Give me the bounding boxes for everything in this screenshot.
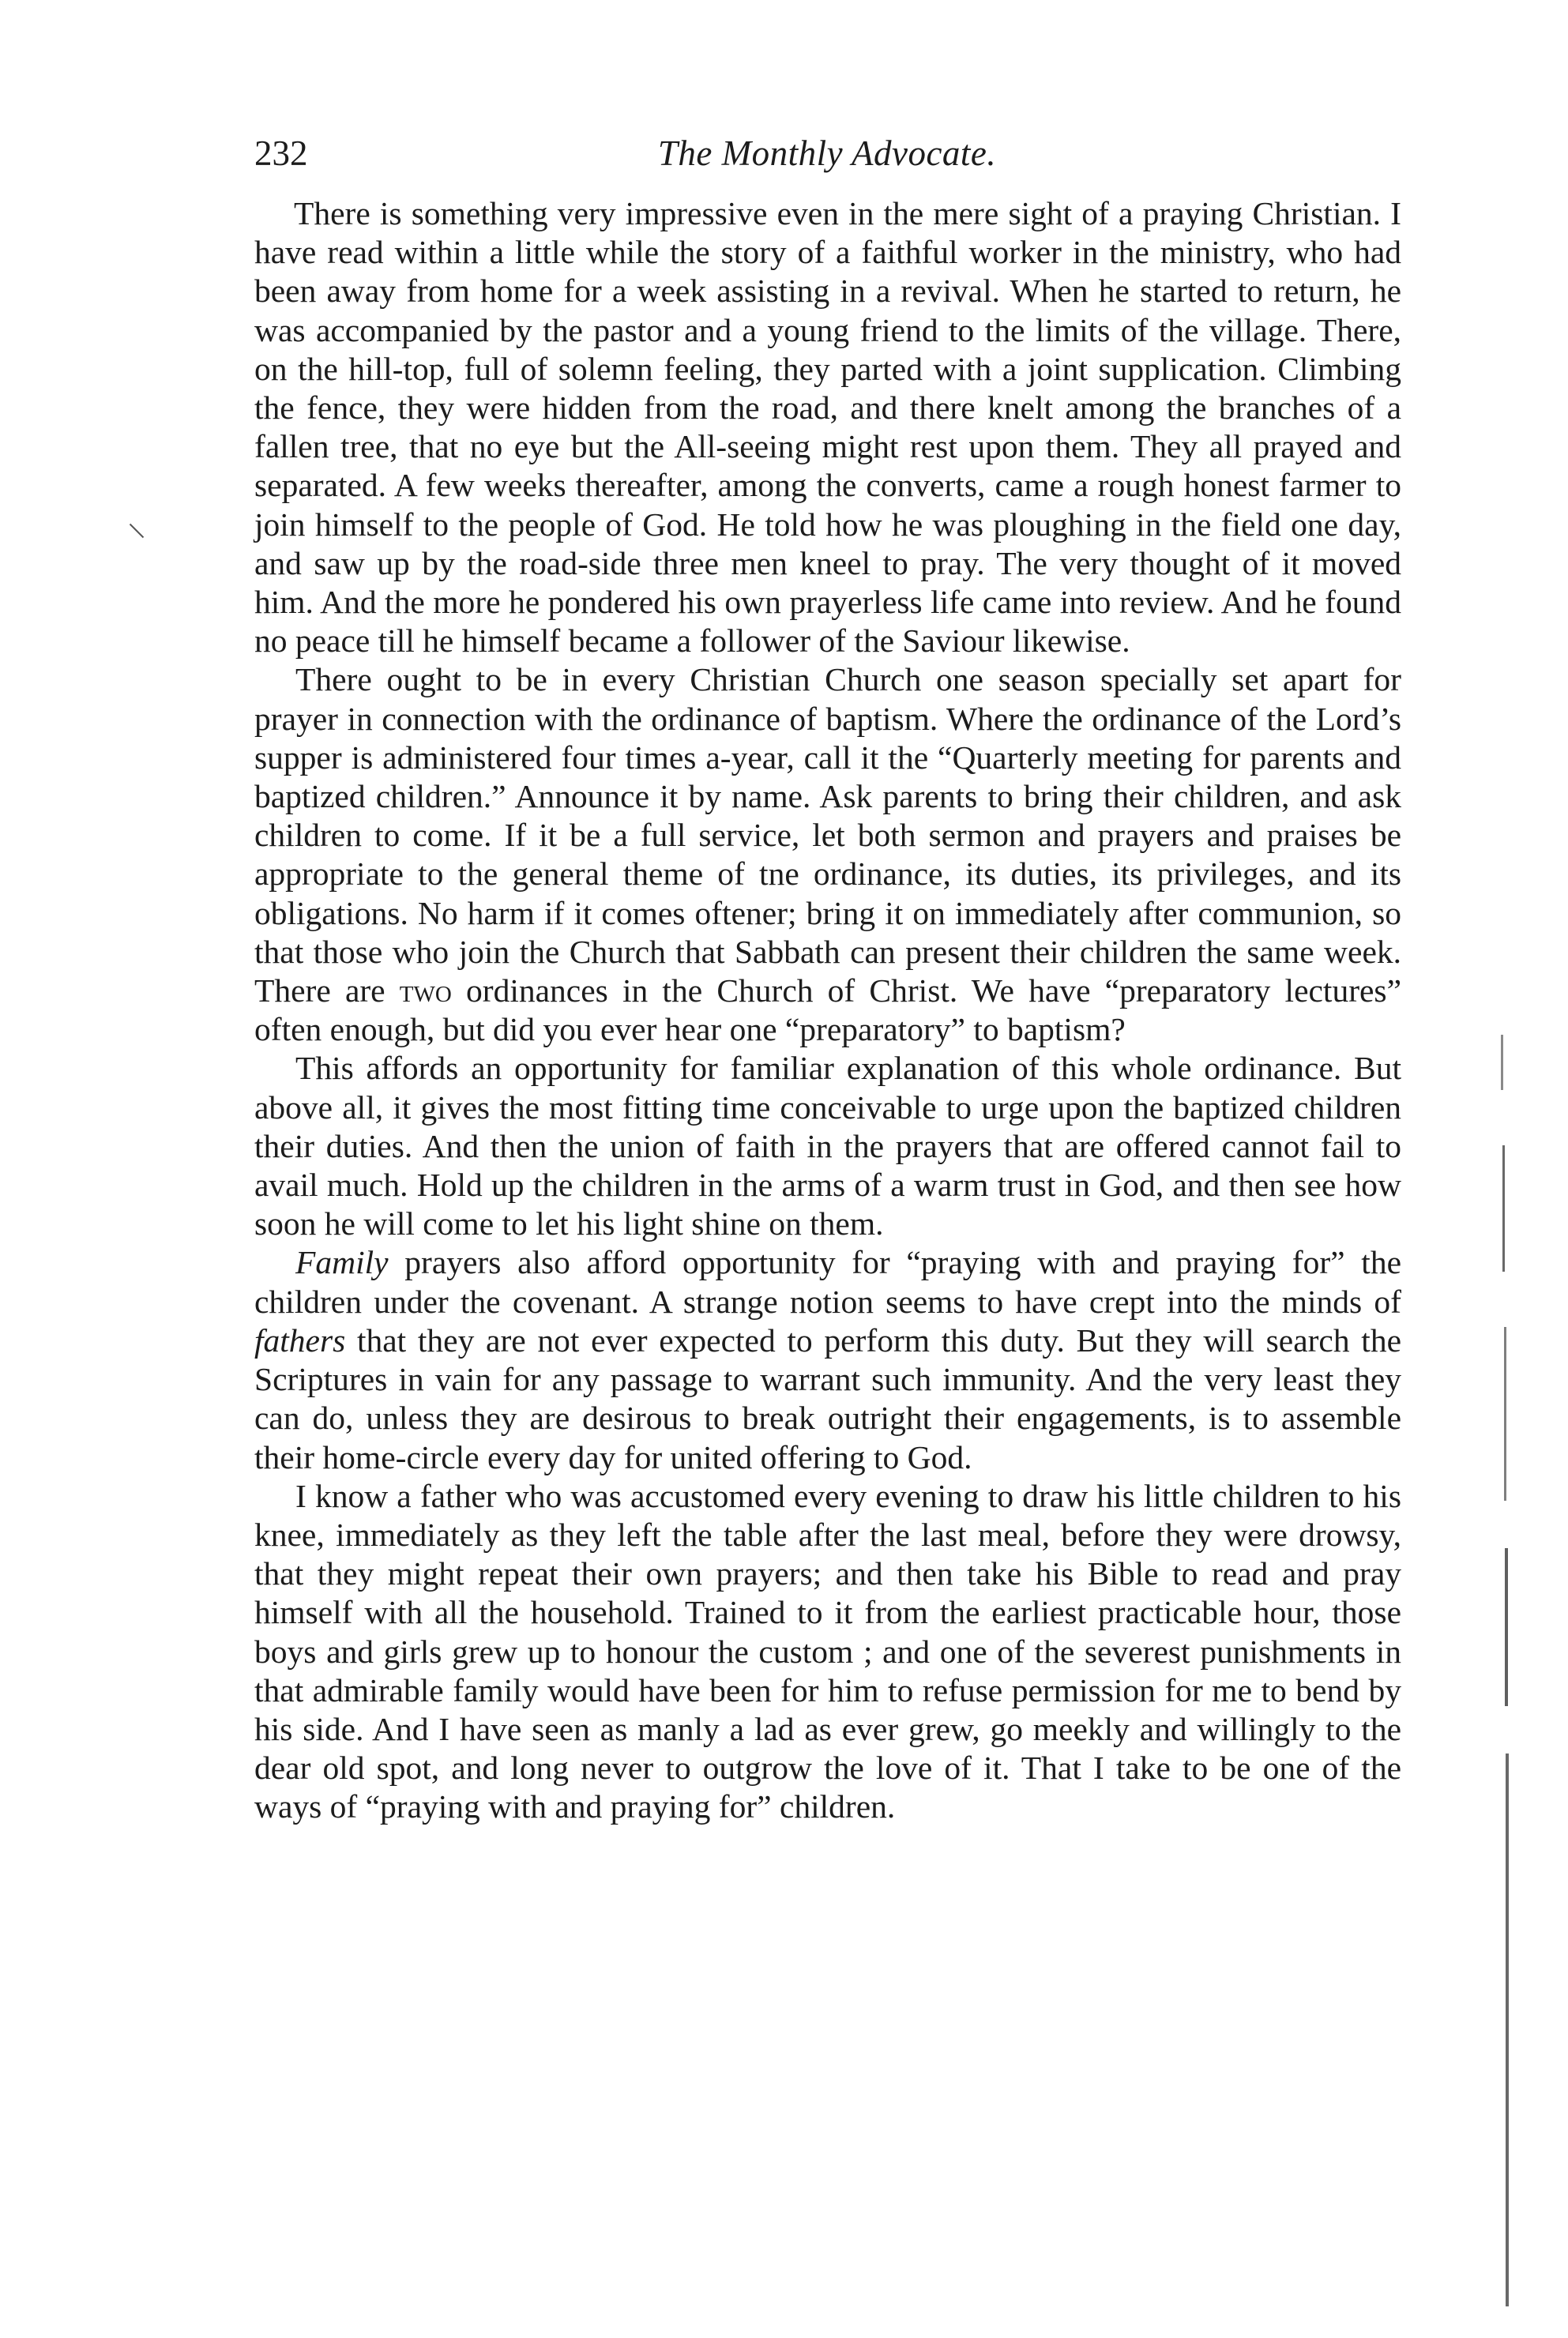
emphasis-two: two xyxy=(399,972,452,1009)
journal-title: The Monthly Advocate. xyxy=(657,133,997,173)
scan-artifact-mark xyxy=(130,524,144,538)
paragraph-text: that they are not ever expected to perform this duty. But they will search the Scriptures in vain for any passage to warrant such immunity. And the very least they can do, unless they are desirous to break outright their engagements, is to assemble their home-circle every day for united offering to God. xyxy=(254,1321,1401,1475)
scan-artifact-rule xyxy=(1504,1327,1506,1501)
paragraph-family-prayers xyxy=(254,1243,1401,1476)
paragraph-opportunity: This affords an opportunity for familiar explanation of this whole ordinance. But above all, it gives the most fitting time conceivable to urge upon the baptized children their duties. And then the union of faith in the prayers that are offered cannot fail to avail much. Hold up the children in the arms of a warm trust in God, and then see how soon he will come to let his light shine on them. xyxy=(254,1050,1401,1242)
paragraph-praying-christian: There is something very impressive even in the mere sight of a praying Christian. I have read within a little while the story of a faithful worker in the ministry, who had been away from home for a week assisting in a revival. When he started to return, he was accompanied by the pastor and a young friend to the limits of the village. There, on the hill-top, full of solemn feeling, they parted with a joint supplication. Climbing the fence, they were hidden from the road, and there knelt among the branches of a fallen tree, that no eye but the All-seeing might rest upon them. They all prayed and separated. A few weeks thereafter, among the converts, came a rough honest farmer to join himself to the people of God. He told how he was ploughing in the field one day, and saw up by the road-side three men kneel to pray. The very thought of it moved him. And the more he pondered his own prayerless life came into review. And he found no peace till he himself became a follower of the Saviour likewise. xyxy=(254,195,1401,660)
running-head xyxy=(254,133,1400,180)
article-body xyxy=(254,194,1401,1827)
paragraph-father-example: I know a father who was accustomed every evening to draw his little children to his knee, immediately as they left the table after the last meal, before they were drowsy, that they might repeat their own prayers; and then take his Bible to read and pray himself with all the household. Trained to it from the earliest practicable hour, those boys and girls grew up to honour the custom ; and one of the severest punishments in that admirable family would have been for him to refuse permission for me to bend by his side. And I have seen as manly a lad as ever grew, go meekly and willingly to the dear old spot, and long never to outgrow the love of it. That I take to be one of the ways of “praying with and praying for” children. xyxy=(254,1477,1401,1825)
paragraph-text: There ought to be in every Christian Church one season specially set apart for prayer in connection with the ordinance of baptism. Where the ordinance of the Lord’s supper is administered four times a-year, call it the “Quarterly meeting for parents and baptized children.” Announce it by name. Ask parents to bring their children, and ask children to come. If it be a full service, let both sermon and prayers and praises be appropriate to the general theme of tne ordinance, its duties, its privileges, and its obligations. No harm if it comes oftener; bring it on immediately after communion, so that those who join the Church that Sabbath can present their children the same week. There are xyxy=(254,661,1401,1009)
emphasis-fathers: fathers xyxy=(254,1321,346,1359)
scan-artifact-rule xyxy=(1502,1145,1505,1272)
paragraph-text: ordinances in the Church of Christ. We have “preparatory lectures” often enough, but did you ever hear one “preparatory” to baptism? xyxy=(254,972,1401,1048)
emphasis-family: Family xyxy=(295,1244,389,1281)
scan-artifact-rule xyxy=(1501,1035,1503,1090)
paragraph-baptism-season xyxy=(254,660,1401,1049)
paragraph-text: prayers also afford opportunity for “praying with and praying for” the children under the covenant. A strange notion seems to have crept into the minds of xyxy=(254,1244,1401,1320)
scan-artifact-rule xyxy=(1505,1548,1508,1706)
scan-artifact-rule xyxy=(1506,1754,1509,2306)
page-number: 232 xyxy=(254,133,308,173)
